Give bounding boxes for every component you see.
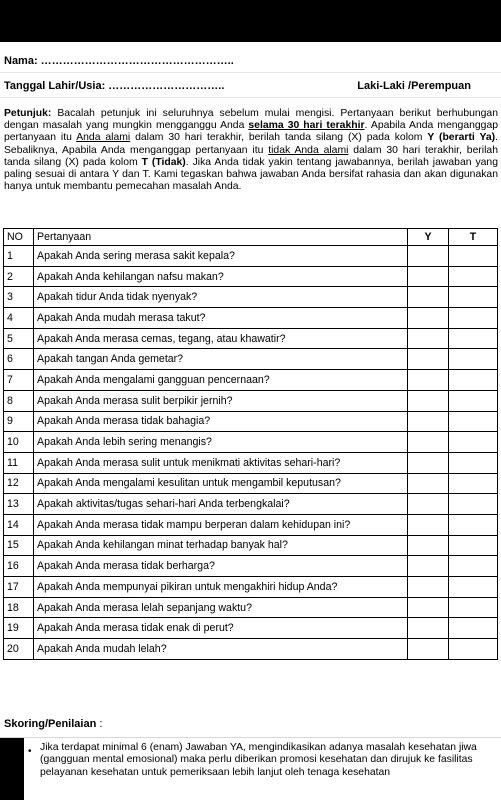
header-yes: Y bbox=[408, 229, 449, 246]
scoring-title-suffix: : bbox=[96, 718, 103, 730]
row-number: 14 bbox=[4, 514, 34, 535]
row-number: 19 bbox=[4, 618, 34, 639]
row-question: Apakah Anda merasa sulit untuk menikmati aktivitas sehari-hari? bbox=[34, 452, 408, 473]
row-number: 13 bbox=[4, 494, 34, 515]
table-row bbox=[4, 494, 498, 515]
divider bbox=[0, 72, 501, 73]
row-question: Apakah Anda merasa tidak enak di perut? bbox=[34, 618, 408, 639]
left-black-block bbox=[0, 738, 24, 800]
answer-no-cell[interactable] bbox=[449, 514, 498, 535]
answer-no-cell[interactable] bbox=[449, 639, 498, 660]
row-number: 2 bbox=[4, 266, 34, 287]
instructions-bold: T (Tidak) bbox=[141, 156, 186, 168]
table-row bbox=[4, 349, 498, 370]
table-row bbox=[4, 266, 498, 287]
instructions-text: dalam 30 hari terakhir, berilah tanda silang (X) pada kolom bbox=[4, 144, 498, 168]
answer-no-cell[interactable] bbox=[449, 246, 498, 267]
answer-yes-cell[interactable] bbox=[408, 328, 449, 349]
table-row bbox=[4, 246, 498, 267]
answer-no-cell[interactable] bbox=[449, 411, 498, 432]
row-question: Apakah Anda kehilangan minat terhadap banyak hal? bbox=[34, 535, 408, 556]
row-question: Apakah Anda mudah merasa takut? bbox=[34, 308, 408, 329]
table-row bbox=[4, 597, 498, 618]
answer-no-cell[interactable] bbox=[449, 287, 498, 308]
answer-yes-cell[interactable] bbox=[408, 535, 449, 556]
table-row bbox=[4, 370, 498, 391]
header-no-answer: T bbox=[449, 229, 498, 246]
row-question: Apakah Anda merasa tidak mampu berperan dalam kehidupan ini? bbox=[34, 514, 408, 535]
scoring-title: Skoring/Penilaian bbox=[4, 718, 97, 730]
answer-no-cell[interactable] bbox=[449, 328, 498, 349]
answer-no-cell[interactable] bbox=[449, 266, 498, 287]
answer-yes-cell[interactable] bbox=[408, 577, 449, 598]
answer-yes-cell[interactable] bbox=[408, 514, 449, 535]
answer-no-cell[interactable] bbox=[449, 432, 498, 453]
answer-yes-cell[interactable] bbox=[408, 639, 449, 660]
table-row bbox=[4, 432, 498, 453]
instructions-emphasis: selama 30 hari terakhir bbox=[248, 120, 365, 132]
instructions-text: . Apabila Anda menganggap pertanyaan itu bbox=[4, 120, 499, 144]
answer-no-cell[interactable] bbox=[449, 349, 498, 370]
answer-no-cell[interactable] bbox=[449, 577, 498, 598]
table-row bbox=[4, 452, 498, 473]
row-number: 17 bbox=[4, 577, 34, 598]
table-row bbox=[4, 390, 498, 411]
answer-no-cell[interactable] bbox=[449, 370, 498, 391]
scoring-bullet-text: Jika terdapat minimal 6 (enam) Jawaban YA, mengindikasikan adanya masalah kesehatan jiwa (gangguan mental emosional) maka perlu diberikan promosi kesehatan dan dirujuk ke fasilitas pelayanan kesehatan untuk pemeriksaan lebih lanjut oleh tenaga kesehatan bbox=[40, 742, 477, 778]
table-row bbox=[4, 577, 498, 598]
row-number: 10 bbox=[4, 432, 34, 453]
row-question: Apakah Anda mengalami kesulitan untuk mengambil keputusan? bbox=[34, 473, 408, 494]
row-number: 12 bbox=[4, 473, 34, 494]
table-row bbox=[4, 411, 498, 432]
answer-yes-cell[interactable] bbox=[408, 370, 449, 391]
answer-no-cell[interactable] bbox=[449, 390, 498, 411]
row-question: Apakah Anda sering merasa sakit kepala? bbox=[34, 246, 408, 267]
row-number: 6 bbox=[4, 349, 34, 370]
answer-yes-cell[interactable] bbox=[408, 473, 449, 494]
answer-yes-cell[interactable] bbox=[408, 411, 449, 432]
answer-no-cell[interactable] bbox=[449, 618, 498, 639]
instructions-text: . Jika Anda tidak yakin tentang jawabannya, berilah jawaban yang paling sesuai di antara Y dan T. Kami tegaskan bahwa jawaban Anda bersifat rahasia dan akan digunakan hanya untuk membantu pemecahan masalah Anda. bbox=[4, 156, 498, 193]
top-black-bar bbox=[0, 0, 501, 42]
row-question: Apakah tangan Anda gemetar? bbox=[34, 349, 408, 370]
answer-yes-cell[interactable] bbox=[408, 308, 449, 329]
row-question: Apakah Anda kehilangan nafsu makan? bbox=[34, 266, 408, 287]
table-row bbox=[4, 639, 498, 660]
answer-no-cell[interactable] bbox=[449, 494, 498, 515]
answer-yes-cell[interactable] bbox=[408, 287, 449, 308]
row-number: 20 bbox=[4, 639, 34, 660]
instructions-bold: Y (berarti Ya) bbox=[427, 132, 496, 144]
row-question: Apakah Anda merasa tidak bahagia? bbox=[34, 411, 408, 432]
row-question: Apakah Anda merasa tidak berharga? bbox=[34, 556, 408, 577]
scoring-heading bbox=[4, 718, 102, 730]
answer-yes-cell[interactable] bbox=[408, 597, 449, 618]
row-number: 7 bbox=[4, 370, 34, 391]
table-row bbox=[4, 287, 498, 308]
name-field[interactable]: Nama: …………………………………………….. bbox=[4, 55, 234, 67]
answer-yes-cell[interactable] bbox=[408, 556, 449, 577]
row-question: Apakah tidur Anda tidak nyenyak? bbox=[34, 287, 408, 308]
instructions-lead: Petunjuk: bbox=[4, 108, 52, 119]
row-question: Apakah Anda mempunyai pikiran untuk mengakhiri hidup Anda? bbox=[34, 577, 408, 598]
answer-yes-cell[interactable] bbox=[408, 246, 449, 267]
header-no: NO bbox=[4, 229, 34, 246]
row-number: 3 bbox=[4, 287, 34, 308]
table-row bbox=[4, 328, 498, 349]
instructions-underline: Anda alami bbox=[76, 132, 131, 144]
answer-yes-cell[interactable] bbox=[408, 349, 449, 370]
dob-field[interactable]: Tanggal Lahir/Usia: ………………………….. bbox=[4, 80, 225, 92]
questionnaire-table bbox=[3, 228, 498, 660]
answer-yes-cell[interactable] bbox=[408, 494, 449, 515]
row-question: Apakah Anda lebih sering menangis? bbox=[34, 432, 408, 453]
row-number: 16 bbox=[4, 556, 34, 577]
answer-no-cell[interactable] bbox=[449, 452, 498, 473]
scoring-bullet bbox=[0, 738, 501, 800]
answer-no-cell[interactable] bbox=[449, 535, 498, 556]
gender-field[interactable]: Laki-Laki /Perempuan bbox=[357, 80, 471, 92]
instructions-text: dalam 30 hari terakhir, berilah tanda silang (X) pada kolom bbox=[130, 132, 428, 144]
bullet-icon: • bbox=[28, 746, 32, 757]
table-header-row bbox=[4, 229, 498, 246]
answer-yes-cell[interactable] bbox=[408, 618, 449, 639]
instructions-text: . Sebaliknya, Apabila Anda menganggap pertanyaan itu bbox=[4, 132, 498, 156]
table-row bbox=[4, 514, 498, 535]
answer-no-cell[interactable] bbox=[449, 597, 498, 618]
table-row bbox=[4, 618, 498, 639]
answer-yes-cell[interactable] bbox=[408, 452, 449, 473]
row-number: 11 bbox=[4, 452, 34, 473]
row-question: Apakah Anda mudah lelah? bbox=[34, 639, 408, 660]
table-row bbox=[4, 535, 498, 556]
row-question: Apakah Anda merasa sulit berpikir jernih? bbox=[34, 390, 408, 411]
row-number: 9 bbox=[4, 411, 34, 432]
answer-no-cell[interactable] bbox=[449, 473, 498, 494]
row-number: 4 bbox=[4, 308, 34, 329]
divider bbox=[0, 97, 501, 98]
answer-no-cell[interactable] bbox=[449, 308, 498, 329]
instructions-paragraph bbox=[4, 108, 498, 193]
row-number: 18 bbox=[4, 597, 34, 618]
row-number: 15 bbox=[4, 535, 34, 556]
table-row bbox=[4, 308, 498, 329]
answer-no-cell[interactable] bbox=[449, 556, 498, 577]
row-question: Apakah Anda merasa cemas, tegang, atau khawatir? bbox=[34, 328, 408, 349]
row-number: 5 bbox=[4, 328, 34, 349]
table-row bbox=[4, 473, 498, 494]
table-row bbox=[4, 556, 498, 577]
row-number: 1 bbox=[4, 246, 34, 267]
answer-yes-cell[interactable] bbox=[408, 390, 449, 411]
instructions-text: Bacalah petunjuk ini seluruhnya sebelum mulai mengisi. Pertanyaan berikut berhubungan dengan masalah yang mungkin mengganggu Anda bbox=[4, 108, 498, 132]
answer-yes-cell[interactable] bbox=[408, 432, 449, 453]
row-question: Apakah aktivitas/tugas sehari-hari Anda terbengkalai? bbox=[34, 494, 408, 515]
answer-yes-cell[interactable] bbox=[408, 266, 449, 287]
instructions-underline: tidak Anda alami bbox=[268, 144, 349, 156]
header-question: Pertanyaan bbox=[34, 229, 408, 246]
row-question: Apakah Anda mengalami gangguan pencernaan? bbox=[34, 370, 408, 391]
row-number: 8 bbox=[4, 390, 34, 411]
row-question: Apakah Anda merasa lelah sepanjang waktu? bbox=[34, 597, 408, 618]
